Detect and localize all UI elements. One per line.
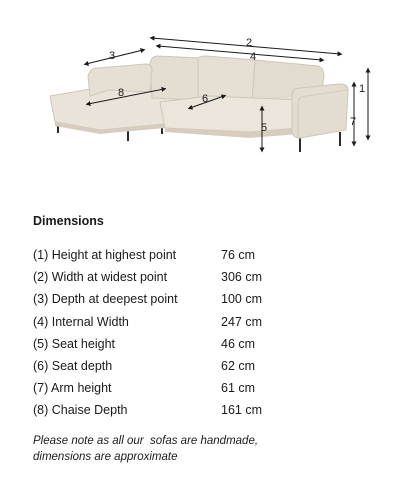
dimension-value: 100 cm bbox=[221, 292, 262, 307]
dimension-row bbox=[33, 399, 363, 421]
dimension-label: (1) Height at highest point bbox=[33, 248, 177, 263]
dimensions-list bbox=[33, 244, 363, 422]
dimension-row bbox=[33, 333, 363, 355]
dimension-value: 76 cm bbox=[221, 248, 256, 263]
sofa-diagram bbox=[0, 0, 400, 175]
measure-label-5: 5 bbox=[261, 122, 268, 134]
dimensions-title: Dimensions bbox=[33, 214, 104, 228]
note-line-2: dimensions are approximate bbox=[33, 451, 178, 463]
measure-label-6: 6 bbox=[202, 93, 209, 105]
dimension-label: (5) Seat height bbox=[33, 336, 115, 351]
seat-cushion bbox=[160, 96, 300, 132]
dimension-row bbox=[33, 377, 363, 399]
measure-label-1: 1 bbox=[359, 83, 366, 95]
dimension-label: (6) Seat depth bbox=[33, 359, 113, 374]
measure-label-2: 2 bbox=[246, 37, 253, 49]
dimension-row bbox=[33, 288, 363, 310]
measure-label-4: 4 bbox=[250, 51, 257, 63]
dimension-value: 62 cm bbox=[221, 359, 256, 374]
sofa-illustration bbox=[0, 0, 400, 175]
dimension-row bbox=[33, 244, 363, 266]
dimension-value: 247 cm bbox=[221, 314, 262, 329]
dimension-row bbox=[33, 266, 363, 288]
right-arm bbox=[292, 84, 348, 138]
dimension-row bbox=[33, 311, 363, 333]
dimension-value: 161 cm bbox=[221, 403, 262, 418]
dimension-label: (8) Chaise Depth bbox=[33, 403, 128, 418]
back-cushion-left bbox=[150, 56, 200, 100]
dimension-label: (3) Depth at deepest point bbox=[33, 292, 178, 307]
dimension-label: (2) Width at widest point bbox=[33, 270, 168, 285]
dimension-label: (7) Arm height bbox=[33, 381, 112, 396]
dimension-label: (4) Internal Width bbox=[33, 314, 129, 329]
measure-label-8: 8 bbox=[118, 87, 125, 99]
handmade-note bbox=[33, 433, 373, 465]
dimension-value: 61 cm bbox=[221, 381, 256, 396]
note-line-1: Please note as all our sofas are handmade, bbox=[33, 435, 259, 447]
dimension-row bbox=[33, 355, 363, 377]
measure-label-7: 7 bbox=[350, 116, 357, 128]
dimension-value: 306 cm bbox=[221, 270, 262, 285]
measure-label-3: 3 bbox=[109, 50, 116, 62]
dimension-value: 46 cm bbox=[221, 336, 256, 351]
